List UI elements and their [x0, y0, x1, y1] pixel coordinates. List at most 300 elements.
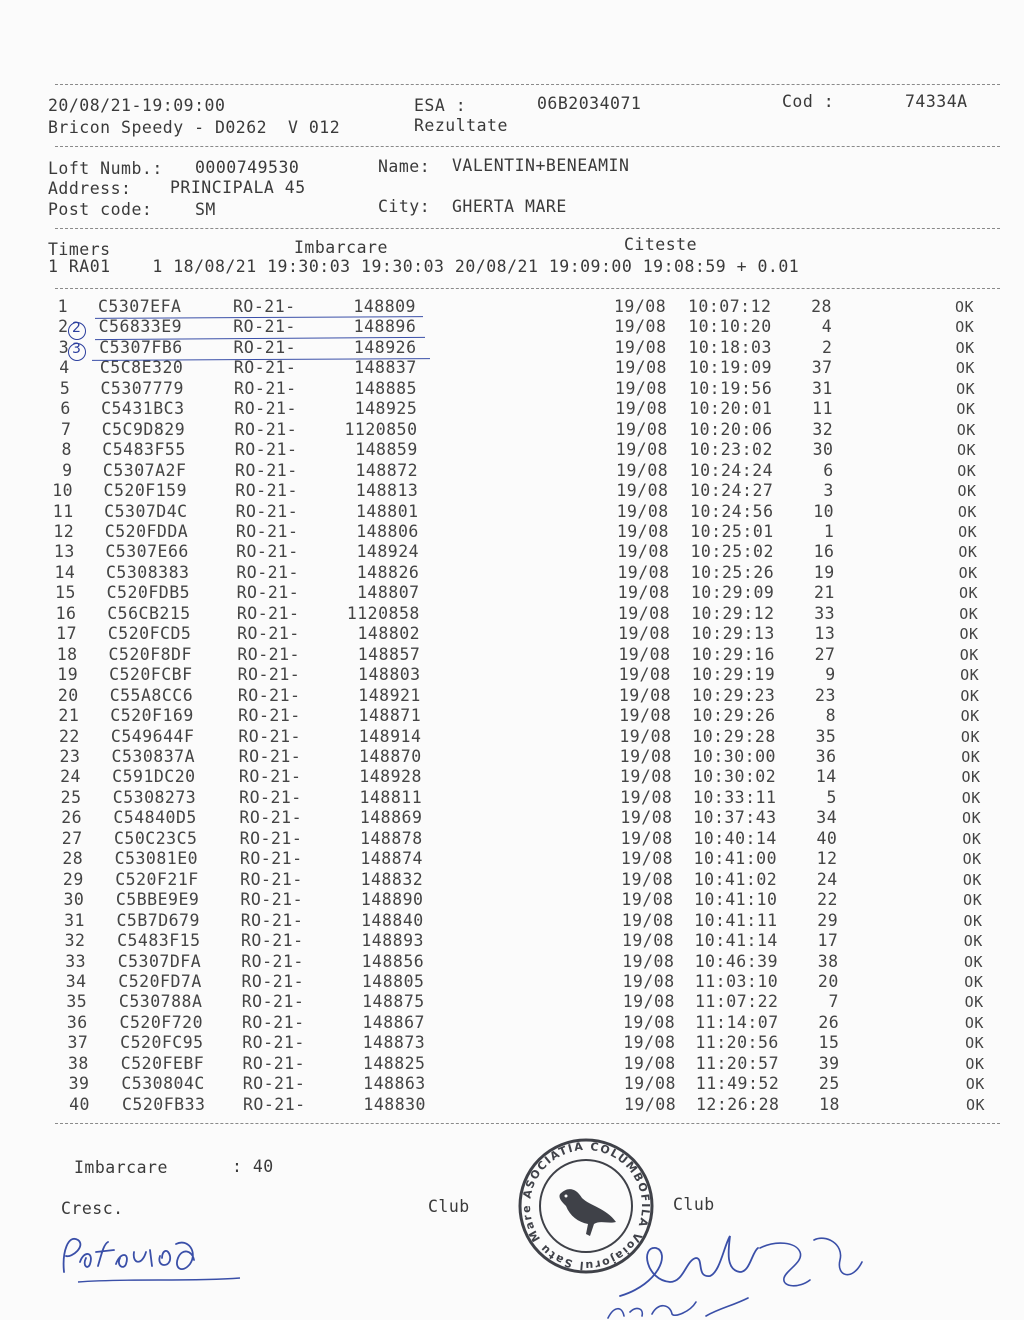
arrival-date: 19/08 — [619, 726, 672, 746]
loft-label: Loft Numb.: — [48, 159, 163, 178]
ring-number: 148878 — [360, 828, 423, 848]
club-label: Club — [673, 1195, 715, 1214]
place: 2 — [821, 337, 833, 357]
chip-id: C520FCD5 — [107, 624, 192, 644]
ring-prefix: RO-21- — [236, 603, 300, 623]
row-number: 30 — [63, 890, 85, 910]
status: OK — [959, 604, 979, 623]
arrival-date: 19/08 — [614, 358, 667, 378]
ring-number: 148924 — [356, 542, 420, 562]
ring-number: 148870 — [359, 747, 422, 767]
status: OK — [960, 727, 980, 746]
ring-number: 148803 — [358, 665, 421, 685]
row-number: 11 — [52, 501, 74, 521]
ring-prefix: RO-21- — [240, 890, 304, 910]
row-number: 3 — [58, 337, 70, 357]
row-number: 33 — [65, 951, 87, 971]
place: 3 — [823, 481, 834, 501]
ring-prefix: RO-21- — [240, 931, 304, 951]
chip-id: C520FD7A — [118, 972, 202, 992]
place: 36 — [815, 747, 837, 767]
arrival-date: 19/08 — [620, 808, 673, 828]
ring-number: 148805 — [361, 972, 425, 992]
chip-id: C5308383 — [106, 562, 190, 582]
ring-prefix: RO-21- — [241, 1012, 305, 1032]
ring-prefix: RO-21- — [235, 481, 298, 501]
ring-number: 148801 — [355, 501, 419, 521]
arrival-date: 19/08 — [618, 665, 671, 685]
chip-id: C520FDDA — [104, 522, 189, 541]
row-number: 5 — [59, 378, 71, 398]
arrival-time: 10:25:01 — [690, 522, 774, 541]
arrival-time: 10:29:13 — [691, 624, 775, 644]
ring-number: 148925 — [354, 399, 418, 419]
place: 4 — [821, 317, 833, 337]
place: 11 — [812, 399, 834, 419]
status: OK — [966, 1095, 986, 1114]
chip-id: C5307DFA — [117, 951, 202, 971]
chip-id: C520FCBF — [109, 665, 193, 685]
club-signature — [600, 1222, 870, 1320]
row-number: 17 — [56, 624, 78, 644]
row-number: 6 — [60, 399, 71, 419]
arrival-date: 19/08 — [617, 562, 670, 582]
status: OK — [956, 441, 977, 460]
imbarcare-total-value: : 40 — [232, 1157, 274, 1176]
ring-prefix: RO-21- — [234, 440, 298, 460]
chip-id: C530837A — [111, 747, 196, 767]
name-label: Name: — [378, 157, 431, 176]
place: 29 — [817, 910, 839, 930]
arrival-date: 19/08 — [622, 972, 675, 992]
row-number: 12 — [53, 522, 75, 541]
row-number: 37 — [67, 1033, 89, 1053]
breeder-signature — [58, 1222, 248, 1288]
ring-number: 148871 — [358, 706, 422, 726]
status: OK — [960, 686, 980, 705]
row-number: 8 — [61, 440, 72, 460]
chip-id: C520F720 — [119, 1012, 204, 1032]
chip-id: C5307D4C — [104, 501, 188, 521]
row-number: 13 — [53, 542, 75, 562]
ring-number: 148826 — [356, 562, 420, 582]
place: 31 — [811, 378, 833, 398]
ring-prefix: RO-21- — [243, 1094, 306, 1114]
arrival-time: 10:19:56 — [688, 378, 773, 398]
chip-id: C53081E0 — [114, 849, 199, 869]
place: 39 — [818, 1053, 840, 1073]
address-label: Address: — [48, 179, 132, 198]
place: 24 — [816, 869, 838, 889]
status: OK — [965, 1075, 985, 1094]
chip-id: C5B7D679 — [116, 910, 200, 930]
status: OK — [964, 1013, 984, 1032]
chip-id: C5483F55 — [102, 440, 186, 460]
arrival-date: 19/08 — [615, 440, 668, 460]
arrival-time: 10:41:10 — [693, 890, 778, 910]
arrival-date: 19/08 — [621, 910, 674, 930]
arrival-time: 10:20:01 — [689, 399, 773, 419]
status: OK — [956, 400, 976, 419]
ring-prefix: RO-21- — [236, 583, 300, 603]
status: OK — [957, 482, 977, 501]
pen-mark-2: 2 — [72, 320, 82, 336]
ring-number: 148802 — [357, 624, 421, 644]
divider — [55, 228, 1000, 229]
place: 20 — [817, 972, 839, 992]
status: OK — [963, 891, 983, 910]
arrival-date: 19/08 — [614, 297, 667, 316]
imbarcare-header: Imbarcare — [294, 238, 388, 257]
ring-number: 148809 — [353, 297, 416, 316]
arrival-date: 19/08 — [617, 542, 670, 562]
status: OK — [965, 1034, 985, 1053]
row-number: 15 — [55, 583, 76, 603]
row-number: 35 — [66, 992, 88, 1012]
arrival-time: 11:20:56 — [695, 1033, 779, 1053]
arrival-date: 19/08 — [618, 685, 672, 705]
timers-label: Timers — [48, 240, 111, 259]
place: 25 — [818, 1074, 840, 1094]
ring-prefix: RO-21- — [233, 297, 296, 316]
place: 34 — [816, 808, 838, 828]
ring-prefix: RO-21- — [242, 1074, 306, 1094]
ring-prefix: RO-21- — [239, 787, 302, 807]
ring-prefix: RO-21- — [237, 624, 300, 644]
arrival-time: 10:18:03 — [688, 337, 772, 357]
arrival-date: 19/08 — [623, 1033, 676, 1053]
arrival-date: 19/08 — [618, 624, 671, 644]
ring-number: 148867 — [362, 1012, 425, 1032]
chip-id: C591DC20 — [112, 767, 196, 787]
arrival-time: 10:29:23 — [691, 685, 776, 705]
ring-number: 148914 — [358, 726, 422, 746]
status: OK — [961, 768, 981, 787]
arrival-time: 10:29:12 — [691, 603, 775, 623]
row-number: 1 — [57, 297, 68, 316]
ring-number: 148806 — [356, 522, 419, 541]
status: OK — [962, 870, 982, 889]
ring-prefix: RO-21- — [240, 910, 304, 930]
arrival-date: 19/08 — [616, 460, 669, 480]
status: OK — [960, 707, 980, 726]
chip-id: C56833E9 — [98, 317, 183, 337]
chip-id: C520FEBF — [120, 1053, 205, 1073]
status: OK — [957, 461, 977, 480]
place: 1 — [823, 522, 835, 541]
arrival-time: 10:29:16 — [691, 644, 775, 664]
imbarcare-total-label: Imbarcare — [74, 1158, 168, 1177]
cresc-label: Cresc. — [61, 1199, 124, 1218]
status: OK — [959, 625, 979, 644]
status: OK — [963, 911, 983, 930]
arrival-time: 10:30:02 — [692, 767, 777, 787]
ring-prefix: RO-21- — [238, 706, 301, 726]
arrival-time: 10:29:19 — [691, 665, 776, 685]
ring-prefix: RO-21- — [239, 849, 303, 869]
ring-prefix: RO-21- — [235, 460, 298, 480]
row-number: 31 — [64, 910, 85, 930]
esa-value: 06B2034071 — [537, 94, 642, 113]
chip-id: C5431BC3 — [101, 399, 185, 419]
ring-number: 148840 — [361, 910, 424, 930]
status: OK — [958, 584, 978, 603]
chip-id: C520FC95 — [120, 1033, 204, 1053]
ring-number: 148830 — [363, 1094, 426, 1114]
chip-id: C5308273 — [112, 787, 197, 807]
ring-prefix: RO-21- — [234, 399, 297, 419]
arrival-date: 19/08 — [616, 522, 669, 541]
place: 17 — [817, 931, 839, 951]
ring-number: 148890 — [360, 890, 424, 910]
chip-id: C55A8CC6 — [109, 685, 194, 705]
ring-number: 148856 — [361, 951, 425, 971]
arrival-date: 19/08 — [624, 1094, 677, 1114]
row-number: 19 — [57, 665, 79, 685]
arrival-time: 11:49:52 — [695, 1074, 780, 1094]
chip-id: C520FB33 — [122, 1094, 206, 1114]
row-number: 32 — [64, 931, 86, 951]
ring-number: 148885 — [354, 378, 418, 398]
place: 6 — [823, 460, 834, 480]
arrival-time: 10:07:12 — [688, 297, 772, 316]
place: 12 — [816, 849, 838, 869]
address-value: PRINCIPALA 45 — [170, 178, 306, 197]
arrival-time: 10:37:43 — [693, 808, 777, 828]
arrival-time: 10:41:02 — [693, 869, 778, 889]
divider — [55, 1123, 1000, 1124]
place: 30 — [812, 440, 834, 460]
row-number: 10 — [52, 481, 74, 501]
place: 5 — [826, 787, 837, 807]
ring-number: 148869 — [359, 808, 423, 828]
place: 21 — [814, 583, 835, 603]
ring-number: 148859 — [355, 440, 418, 460]
status: OK — [962, 809, 982, 828]
divider — [55, 84, 1000, 85]
arrival-time: 10:29:09 — [690, 583, 775, 603]
arrival-time: 10:25:26 — [690, 562, 775, 582]
ring-number: 148825 — [362, 1053, 426, 1073]
status: OK — [955, 359, 975, 378]
chip-id: C5483F15 — [117, 931, 201, 951]
chip-id: C520F159 — [103, 481, 188, 501]
arrival-date: 19/08 — [621, 931, 675, 951]
status: OK — [964, 993, 984, 1012]
timer-row: 1 RA01 1 18/08/21 19:30:03 19:30:03 20/08/21 19:09:00 19:08:59 + 0.01 — [48, 257, 800, 276]
arrival-date: 19/08 — [622, 951, 675, 971]
row-number: 34 — [65, 972, 87, 992]
status: OK — [958, 523, 978, 541]
row-number: 21 — [58, 706, 80, 726]
chip-id: C520F8DF — [108, 644, 192, 664]
ring-prefix: RO-21- — [242, 1053, 306, 1073]
row-number: 36 — [66, 1012, 88, 1032]
status: OK — [962, 850, 982, 869]
arrival-time: 10:46:39 — [694, 951, 779, 971]
pen-mark-3: 3 — [72, 341, 82, 357]
arrival-time: 11:07:22 — [694, 992, 779, 1012]
chip-id: C5307FB6 — [99, 337, 183, 357]
arrival-date: 19/08 — [623, 1074, 676, 1094]
status: OK — [961, 788, 981, 807]
place: 23 — [815, 685, 836, 705]
ring-number: 148837 — [354, 358, 417, 378]
postcode-label: Post code: — [48, 200, 153, 219]
status: OK — [963, 932, 983, 951]
row-number: 25 — [60, 787, 82, 807]
esa-label: ESA : — [414, 96, 467, 115]
ring-number: 148921 — [358, 685, 421, 705]
ring-prefix: RO-21- — [238, 767, 302, 787]
ring-number: 148874 — [360, 849, 423, 869]
place: 22 — [817, 890, 838, 910]
ring-prefix: RO-21- — [237, 644, 300, 664]
arrival-time: 10:24:56 — [690, 501, 774, 521]
chip-id: C520F21F — [115, 869, 199, 889]
arrival-time: 10:24:27 — [689, 481, 774, 501]
arrival-time: 10:19:09 — [688, 358, 773, 378]
status: OK — [959, 645, 979, 664]
row-number: 26 — [61, 808, 83, 828]
ring-number: 148832 — [360, 869, 424, 889]
place: 26 — [818, 1012, 840, 1032]
ring-number: 148811 — [359, 787, 423, 807]
cod-label: Cod : — [782, 92, 835, 111]
arrival-time: 10:10:20 — [688, 317, 772, 337]
status: OK — [964, 952, 984, 971]
arrival-time: 12:26:28 — [696, 1094, 780, 1114]
chip-id: C5C9D829 — [101, 419, 186, 439]
ring-prefix: RO-21- — [239, 828, 303, 848]
arrival-date: 19/08 — [616, 501, 669, 521]
chip-id: C530804C — [121, 1074, 205, 1094]
ring-number: 148807 — [356, 583, 420, 603]
place: 32 — [812, 419, 834, 439]
arrival-date: 19/08 — [617, 583, 670, 603]
place: 13 — [814, 624, 836, 644]
place: 28 — [811, 297, 832, 316]
arrival-date: 19/08 — [621, 890, 674, 910]
ring-prefix: RO-21- — [234, 378, 297, 398]
ring-prefix: RO-21- — [233, 358, 297, 378]
status: OK — [955, 318, 975, 337]
status: OK — [956, 420, 976, 439]
arrival-time: 10:41:11 — [694, 910, 778, 930]
arrival-date: 19/08 — [619, 767, 673, 787]
chip-id: C5307EFA — [98, 297, 182, 316]
row-number: 29 — [62, 869, 84, 889]
ring-prefix: RO-21- — [235, 501, 299, 521]
ring-prefix: RO-21- — [241, 992, 305, 1012]
arrival-date: 19/08 — [620, 849, 674, 869]
arrival-date: 19/08 — [615, 419, 668, 439]
city-label: City: — [378, 197, 431, 216]
status: OK — [957, 502, 977, 521]
ring-number: 148857 — [357, 644, 421, 664]
arrival-time: 10:41:14 — [694, 931, 778, 951]
row-number: 7 — [60, 419, 72, 439]
ring-prefix: RO-21- — [237, 685, 301, 705]
ring-prefix: RO-21- — [236, 542, 299, 562]
loft-value: 0000749530 — [195, 158, 300, 177]
ring-number: 1120858 — [346, 603, 420, 623]
ring-prefix: RO-21- — [236, 562, 299, 582]
stamp-text: ASOCIATIA COLUMBOFILA Voiajorul Satu Mare — [519, 1139, 653, 1273]
ring-number: 148893 — [361, 931, 424, 951]
row-number: 2 — [58, 317, 69, 337]
divider — [55, 146, 1000, 147]
report-datetime: 20/08/21-19:09:00 — [48, 96, 226, 115]
arrival-date: 19/08 — [621, 869, 674, 889]
ring-number: 1120850 — [344, 419, 418, 439]
arrival-time: 10:30:00 — [692, 747, 776, 767]
status: OK — [960, 666, 980, 685]
row-number: 28 — [62, 849, 84, 869]
place: 18 — [819, 1094, 840, 1114]
chip-id: C5307779 — [100, 378, 184, 398]
ring-prefix: RO-21- — [241, 951, 304, 971]
ring-number: 148926 — [353, 337, 417, 357]
row-number: 14 — [54, 562, 76, 582]
ring-prefix: RO-21- — [234, 419, 298, 439]
arrival-date: 19/08 — [615, 378, 668, 398]
place: 14 — [815, 767, 837, 787]
chip-id: C520F169 — [110, 706, 194, 726]
arrival-date: 19/08 — [618, 644, 671, 664]
status: OK — [964, 973, 984, 992]
place: 9 — [825, 665, 836, 685]
place: 33 — [814, 603, 836, 623]
ring-prefix: RO-21- — [239, 808, 303, 828]
status: OK — [965, 1054, 985, 1073]
arrival-time: 10:33:11 — [692, 787, 777, 807]
arrival-time: 10:29:26 — [692, 706, 776, 726]
row-number: 16 — [55, 603, 77, 623]
arrival-date: 19/08 — [617, 603, 671, 623]
row-number: 27 — [61, 828, 83, 848]
ring-number: 148813 — [355, 481, 419, 501]
row-number: 4 — [59, 358, 70, 378]
arrival-date: 19/08 — [614, 337, 667, 357]
arrival-time: 11:14:07 — [695, 1012, 779, 1032]
arrival-time: 10:40:14 — [693, 828, 777, 848]
chip-id: C5BBE9E9 — [115, 890, 200, 910]
ring-number: 148896 — [353, 317, 417, 337]
ring-prefix: RO-21- — [237, 665, 301, 685]
citeste-header: Citeste — [624, 235, 698, 254]
name-value: VALENTIN+BENEAMIN — [452, 156, 630, 175]
place: 7 — [828, 992, 839, 1012]
arrival-time: 10:41:00 — [693, 849, 778, 869]
arrival-date: 19/08 — [619, 706, 672, 726]
ring-prefix: RO-21- — [235, 522, 299, 541]
device-info: Bricon Speedy - D0262 V 012 — [48, 118, 341, 137]
row-number: 18 — [56, 644, 78, 664]
place: 40 — [816, 828, 838, 848]
arrival-date: 19/08 — [620, 828, 673, 848]
ring-prefix: RO-21- — [241, 972, 305, 992]
place: 35 — [815, 726, 837, 746]
row-number: 9 — [62, 460, 73, 480]
chip-id: C50C23C5 — [114, 828, 198, 848]
arrival-date: 19/08 — [614, 317, 667, 337]
arrival-time: 11:03:10 — [694, 972, 779, 992]
row-number: 20 — [57, 685, 79, 705]
status: OK — [961, 748, 981, 767]
arrival-date: 19/08 — [619, 747, 672, 767]
status: OK — [955, 338, 975, 357]
